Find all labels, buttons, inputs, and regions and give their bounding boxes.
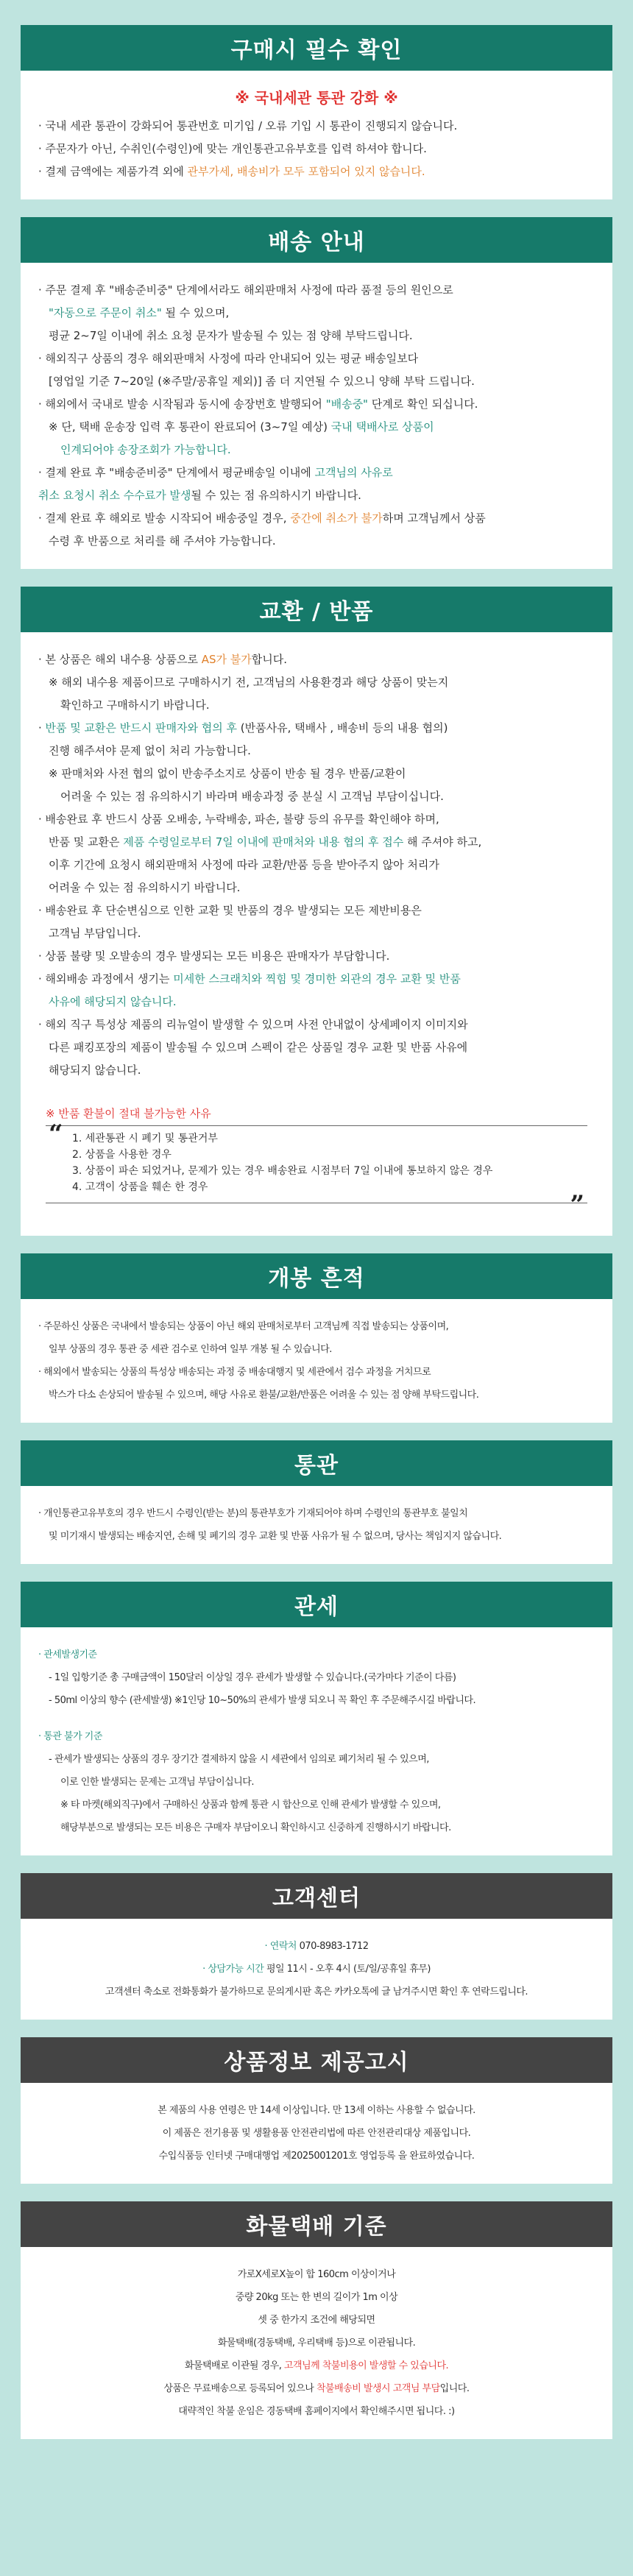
notice-line: 화물택배(경동택배, 우리택배 등)으로 이관됩니다. (217, 2338, 416, 2349)
open-quote-icon: “ (49, 1119, 63, 1149)
list-item: 2. 상품을 사용한 경우 (72, 1149, 171, 1161)
opening-trace-section (21, 1253, 612, 1423)
highlight-text: 제품 수령일로부터 7일 이내에 판매처와 내용 협의 후 접수 (123, 835, 404, 849)
section-title-bar (21, 1253, 612, 1299)
notice-line: · 본 상품은 해외 내수용 상품으로 AS가 불가합니다. (38, 653, 288, 666)
section-title: 교환 / 반품 (259, 599, 374, 625)
notice-line (38, 439, 595, 461)
section-title: 구매시 필수 확인 (230, 38, 403, 63)
list-item: 1. 세관통관 시 폐기 및 통관거부 (72, 1133, 218, 1144)
spacer (38, 1712, 595, 1725)
notice-line: · 국내 세관 통관이 강화되어 통관번호 미기입 / 오류 기입 시 통관이 진행되지 않습니다. (38, 119, 458, 132)
customer-center-section (21, 1873, 612, 2020)
notice-line: · 주문자가 아닌, 수취인(수령인)에 맞는 개인통관고유부호를 입력 하셔야 합니다. (38, 142, 427, 155)
highlight-text: 고객님의 사유로 (314, 466, 393, 479)
highlight-text: 착불배송비 발생시 고객님 부담 (316, 2383, 440, 2394)
hours-line: · 상담가능 시간 평일 11시 - 오후 4시 (토/일/공휴일 휴무) (202, 1964, 431, 1975)
section-title-bar (21, 2037, 612, 2083)
notice-line: ※ 타 마켓(해외직구)에서 구매하신 상품과 함께 통관 시 합산으로 인해 관세가 발생할 수 있으며, (60, 1800, 441, 1811)
notice-line: · 반품 및 교환은 반드시 판매자와 협의 후 (반품사유, 택배사 , 배송비 등의 내용 협의) (38, 721, 448, 735)
purchase-notice-panel (21, 71, 612, 199)
notice-line: 상품은 무료배송으로 등록되어 있으나 착불배송비 발생시 고객님 부담입니다. (163, 2383, 470, 2394)
section-title: 통관 (294, 1453, 339, 1479)
notice-line: · 해외 직구 특성상 제품의 리뉴얼이 발생할 수 있으며 사전 안내없이 상세페이지 이미지와 (38, 1018, 468, 1031)
notice-line: ※ 단, 택배 운송장 입력 후 통관이 완료되어 (3~7일 예상) 국내 택배사로 상품이 (49, 420, 434, 434)
highlight-text: 국내 택배사로 상품이 (330, 420, 434, 434)
notice-line: 수입식품등 인터넷 구매대행업 제2025001201호 영업등록 을 완료하였습니다. (158, 2151, 475, 2162)
notice-line: 가로X세로X높이 합 160cm 이상이거나 (237, 2269, 396, 2280)
duty-criteria-heading: · 관세발생기준 (38, 1649, 97, 1660)
notice-line: · 배송완료 후 단순변심으로 인한 교환 및 반품의 경우 발생되는 모든 제반비용은 (38, 904, 422, 917)
notice-line: ※ 해외 내수용 제품이므로 구매하시기 전, 고객님의 사용환경과 해당 상품이 맞는지 (49, 676, 449, 689)
label-text: · 연락처 (264, 1941, 297, 1952)
notice-line: · 해외에서 발송되는 상품의 특성상 배송되는 과정 중 배송대행지 및 세관에서 검수 과정을 거치므로 (38, 1367, 431, 1378)
notice-line: · 상품 불량 및 오발송의 경우 발생되는 모든 비용은 판매자가 부담합니다. (38, 949, 390, 963)
highlight-text: 취소 요청시 취소 수수료가 발생 (38, 489, 191, 502)
notice-line: 어려울 수 있는 점 유의하시기 바라며 배송과정 중 분실 시 고객님 부담이십니다. (60, 790, 444, 803)
notice-line: - 1일 입항기준 총 구매금액이 150달러 이상일 경우 관세가 발생할 수 있습니다.(국가마다 기준이 다름) (49, 1672, 456, 1683)
close-quote-icon: ” (570, 1190, 584, 1220)
section-title: 배송 안내 (268, 230, 365, 255)
notice-line: · 주문하신 상품은 국내에서 발송되는 상품이 아닌 해외 판매처로부터 고객님께 직접 발송되는 상품이며, (38, 1321, 449, 1332)
opening-trace-panel (21, 1299, 612, 1423)
notice-line: 대략적인 착불 운임은 경동택배 홈페이지에서 확인해주시면 됩니다. :) (178, 2406, 455, 2417)
section-title: 고객센터 (272, 1886, 361, 1911)
notice-line: 확인하고 구매하시기 바랍니다. (60, 698, 210, 712)
notice-line: · 결제 완료 후 "배송준비중" 단계에서 평균배송일 이내에 고객님의 사유로 (38, 466, 393, 479)
notice-line: 화물택배로 이관될 경우, 고객님께 착불비용이 발생할 수 있습니다. (184, 2360, 449, 2371)
notice-line: 중량 20kg 또는 한 변의 길이가 1m 이상 (235, 2292, 398, 2303)
spacer (38, 1082, 595, 1095)
no-refund-reasons-quote (46, 1119, 587, 1220)
notice-line: · 결제 완료 후 해외로 발송 시작되어 배송중일 경우, 중간에 취소가 불가하며 고객님께서 상품 (38, 512, 486, 525)
product-info-section (21, 2037, 612, 2184)
notice-line: 및 미기재시 발생되는 배송지연, 손해 및 폐기의 경우 교환 및 반품 사유가 될 수 없으며, 당사는 책임지지 않습니다. (49, 1531, 502, 1542)
label-text: · 상담가능 시간 (202, 1964, 264, 1975)
notice-line: 본 제품의 사용 연령은 만 14세 이상입니다. 만 13세 이하는 사용할 수 없습니다. (158, 2105, 475, 2116)
spacer (38, 1206, 595, 1220)
highlight-text: 인계되어야 송장조회가 가능합니다. (60, 443, 231, 456)
notice-line: 진행 해주셔야 문제 없이 처리 가능합니다. (49, 744, 251, 757)
notice-line: 셋 중 한가지 조건에 해당되면 (258, 2315, 375, 2326)
notice-line: 수령 후 반품으로 처리를 해 주셔야 가능합니다. (49, 534, 276, 548)
notice-line: 취소 요청시 취소 수수료가 발생될 수 있는 점 유의하시기 바랍니다. (38, 489, 361, 502)
notice-line: 이 제품은 전기용품 및 생활용품 안전관리법에 따른 안전관리대상 제품입니다. (162, 2128, 471, 2139)
notice-line: 다른 패킹포장의 제품이 발송될 수 있으며 스펙이 같은 상품일 경우 교환 및 반품 사유에 (49, 1041, 468, 1054)
section-title-bar (21, 1582, 612, 1627)
clearance-impossible-heading: · 통관 불가 기준 (38, 1731, 102, 1742)
highlight-text: 관부가세, 배송비가 모두 포함되어 있지 않습니다. (187, 165, 425, 178)
purchase-notice-section (21, 25, 612, 199)
shipping-guide-panel (21, 263, 612, 569)
notice-line: "자동으로 주문이 취소" 될 수 있으며, (49, 306, 230, 319)
section-title: 개봉 흔적 (268, 1266, 365, 1292)
customs-duty-panel (21, 1627, 612, 1855)
notice-line: 반품 및 교환은 제품 수령일로부터 7일 이내에 판매처와 내용 협의 후 접수 해 주셔야 하고, (49, 835, 482, 849)
exchange-return-section (21, 587, 612, 1236)
customs-duty-section (21, 1582, 612, 1855)
shipping-guide-section (21, 217, 612, 569)
notice-line: 고객센터 축소로 전화통화가 불가하므로 문의게시판 혹은 카카오톡에 글 남겨주시면 확인 후 연락드립니다. (105, 1986, 528, 1998)
highlight-text: 사유에 해당되지 않습니다. (49, 995, 177, 1008)
highlight-text: 반품 및 교환은 반드시 판매자와 협의 후 (45, 721, 237, 735)
customs-clearance-section (21, 1440, 612, 1564)
notice-line: 이후 기간에 요청시 해외판매처 사정에 따라 교환/반품 등을 받아주지 않아 처리가 (49, 858, 439, 871)
notice-line: 해당부분으로 발생되는 모든 비용은 구매자 부담이오니 확인하시고 신중하게 진행하시기 바랍니다. (60, 1822, 451, 1833)
section-title: 화물택배 기준 (246, 2214, 387, 2240)
highlight-text: "배송중" (325, 397, 368, 411)
notice-line: · 주문 결제 후 "배송준비중" 단계에서라도 해외판매처 사정에 따라 품절 등의 원인으로 (38, 283, 453, 297)
section-title-bar (21, 2201, 612, 2247)
notice-line: 일부 상품의 경우 통관 중 세관 검수로 인하여 일부 개봉 될 수 있습니다. (49, 1344, 332, 1355)
phone-number: 070-8983-1712 (296, 1941, 369, 1952)
notice-line: · 개인통관고유부호의 경우 반드시 수령인(받는 분)의 통관부호가 기재되어야 하며 수령인의 통관부호 불일치 (38, 1508, 468, 1519)
highlight-text: 중간에 취소가 불가 (290, 512, 383, 525)
notice-line: 고객님 부담입니다. (49, 927, 141, 940)
section-title-bar (21, 25, 612, 71)
exchange-return-panel (21, 632, 612, 1236)
section-title-bar (21, 1873, 612, 1919)
notice-line: - 50ml 이상의 향수 (관세발생) ※1인당 10~50%의 관세가 발생 되오니 꼭 확인 후 주문해주시길 바랍니다. (49, 1695, 476, 1706)
section-title-bar (21, 217, 612, 263)
notice-line: - 관세가 발생되는 상품의 경우 장기간 결제하지 않을 시 세관에서 임의로 폐기처리 될 수 있으며, (49, 1754, 429, 1765)
notice-line: 이로 인한 발생되는 문제는 고객님 부담이십니다. (60, 1777, 254, 1788)
freight-delivery-section (21, 2201, 612, 2439)
notice-line: · 해외배송 과정에서 생기는 미세한 스크래치와 찍힘 및 경미한 외관의 경우 교환 및 반품 (38, 972, 461, 986)
list-item: 3. 상품이 파손 되었거나, 문제가 있는 경우 배송완료 시점부터 7일 이내에 통보하지 않은 경우 (72, 1165, 493, 1177)
highlight-text: 미세한 스크래치와 찍힘 및 경미한 외관의 경우 교환 및 반품 (173, 972, 461, 986)
notice-line: 평균 2~7일 이내에 취소 요청 문자가 발송될 수 있는 점 양해 부탁드립니다. (49, 329, 413, 342)
notice-line: · 해외에서 국내로 발송 시작됨과 동시에 송장번호 발행되어 "배송중" 단계로 확인 되십니다. (38, 397, 478, 411)
notice-line: 박스가 다소 손상되어 발송될 수 있으며, 해당 사유로 환불/교환/반품은 어려울 수 있는 점 양해 부탁드립니다. (49, 1390, 479, 1401)
phone-line (38, 1935, 595, 1958)
notice-line: 어려울 수 있는 점 유의하시기 바랍니다. (49, 881, 241, 894)
notice-line: ※ 판매처와 사전 협의 없이 반송주소지로 상품이 반송 될 경우 반품/교환이 (49, 767, 406, 780)
notice-line: [영업일 기준 7~20일 (※주말/공휴일 제외)] 좀 더 지연될 수 있으니 양해 부탁 드립니다. (49, 375, 475, 388)
notice-line: · 결제 금액에는 제품가격 외에 관부가세, 배송비가 모두 포함되어 있지 않습니다. (38, 165, 425, 178)
section-title-bar (21, 1440, 612, 1486)
freight-delivery-panel (21, 2247, 612, 2439)
notice-line: 해당되지 않습니다. (49, 1064, 141, 1077)
section-title-bar (21, 587, 612, 632)
highlight-text: "자동으로 주문이 취소" (49, 306, 162, 319)
customer-center-panel (21, 1919, 612, 2020)
customs-strengthened-title: ※ 국내세관 통관 강화 ※ (235, 89, 398, 107)
product-info-panel (21, 2083, 612, 2184)
highlight-text: 고객님께 착불비용이 발생할 수 있습니다. (283, 2360, 449, 2371)
list-item: 4. 고객이 상품을 훼손 한 경우 (72, 1181, 208, 1193)
no-refund-heading: ※ 반품 환불이 절대 불가능한 사유 (46, 1107, 211, 1120)
notice-line: · 배송완료 후 반드시 상품 오배송, 누락배송, 파손, 불량 등의 유무를 확인해야 하며, (38, 813, 439, 826)
customs-clearance-panel (21, 1486, 612, 1564)
section-title: 상품정보 제공고시 (224, 2050, 409, 2076)
highlight-text: AS가 불가 (201, 653, 252, 666)
notice-line: · 해외직구 상품의 경우 해외판매처 사정에 따라 안내되어 있는 평균 배송일보다 (38, 352, 419, 365)
section-title: 관세 (294, 1594, 339, 1620)
notice-line (38, 991, 595, 1013)
